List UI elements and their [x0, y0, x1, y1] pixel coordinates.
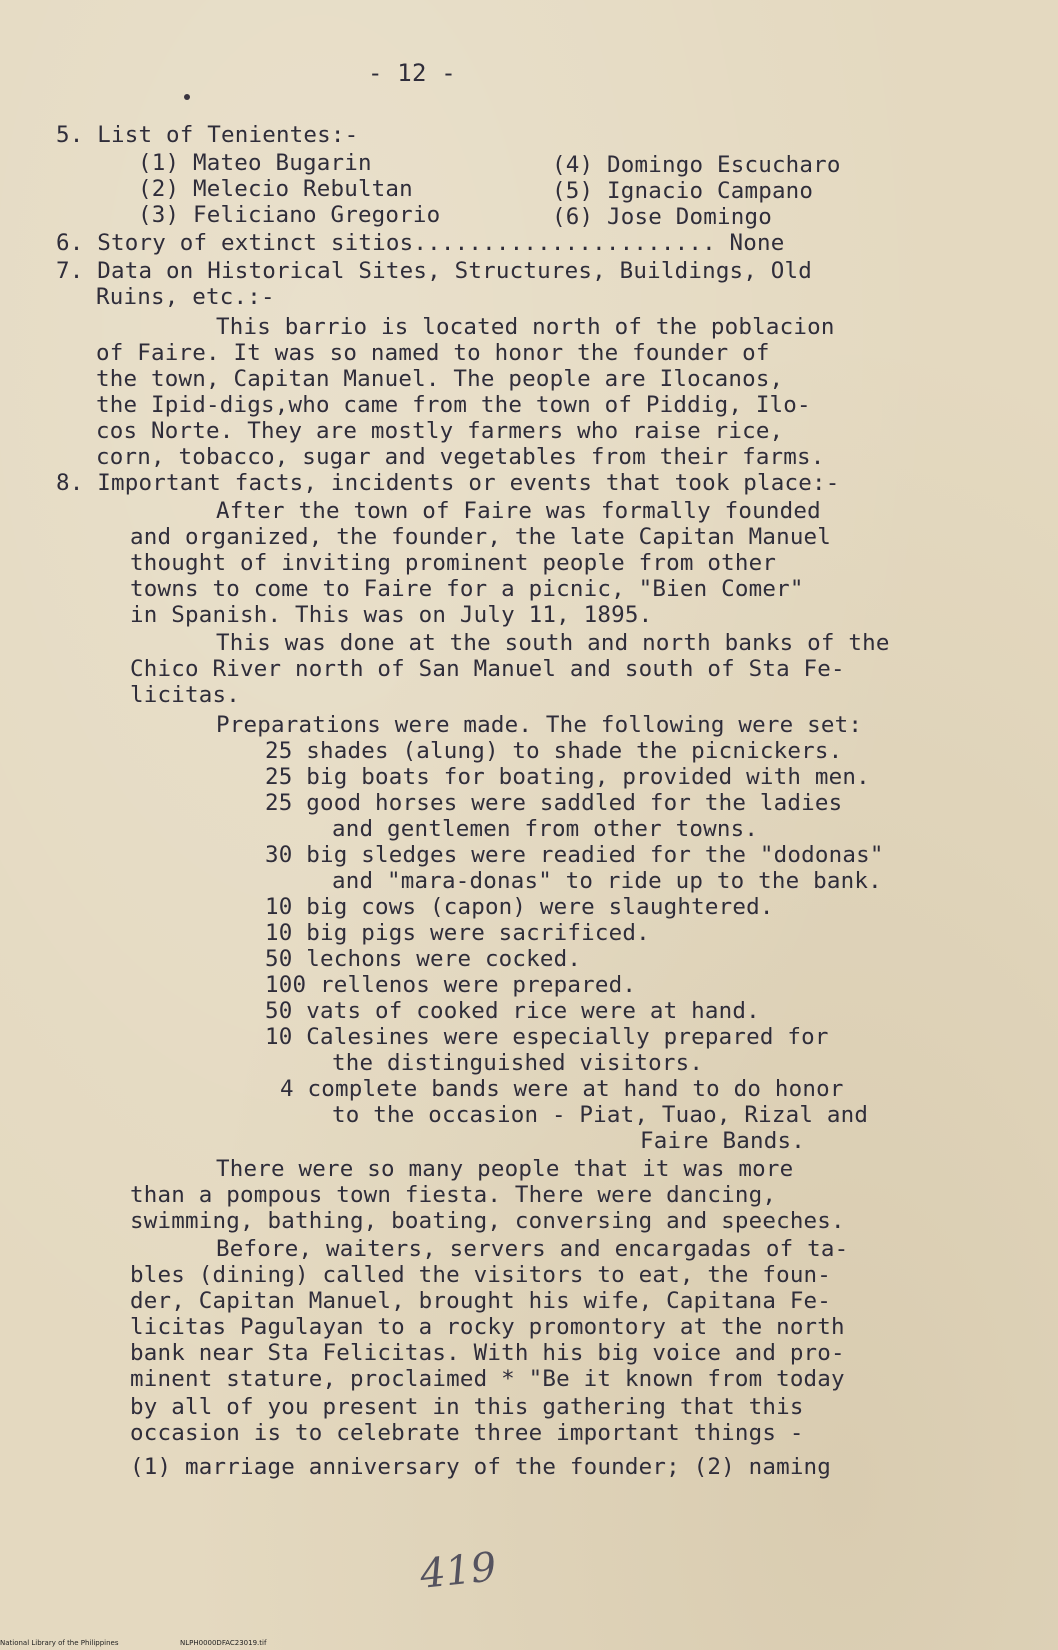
text-line: the Ipid-digs,who came from the town of Piddig, Ilo- — [96, 392, 811, 418]
text-line: the town, Capitan Manuel. The people are Ilocanos, — [96, 366, 784, 392]
list-line: 30 big sledges were readied for the "dodonas" — [265, 842, 884, 868]
text-line: and organized, the founder, the late Capitan Manuel — [130, 524, 832, 550]
text-line: corn, tobacco, sugar and vegetables from their farms. — [96, 444, 825, 470]
text-line: thought of inviting prominent people from other — [130, 550, 777, 576]
list-line: to the occasion - Piat, Tuao, Rizal and — [332, 1102, 869, 1128]
text-line: 8. Important facts, incidents or events that took place:- — [56, 470, 840, 496]
page-number: - 12 - — [368, 59, 456, 87]
text-line: This was done at the south and north banks of the — [216, 630, 890, 656]
list-line: Faire Bands. — [640, 1128, 805, 1154]
text-line: towns to come to Faire for a picnic, "Bien Comer" — [130, 576, 804, 602]
list-line: and "mara-donas" to ride up to the bank. — [332, 868, 882, 894]
text-line: of Faire. It was so named to honor the founder of — [96, 340, 770, 366]
footer-file-name: NLPH0000DFAC23019.tif — [180, 1639, 267, 1647]
text-line: der, Capitan Manuel, brought his wife, Capitana Fe- — [130, 1288, 832, 1314]
list-line: 50 vats of cooked rice were at hand. — [265, 998, 760, 1024]
text-line: bles (dining) called the visitors to eat, the foun- — [130, 1262, 832, 1288]
text-line: licitas. — [130, 682, 240, 708]
text-line: than a pompous town fiesta. There were dancing, — [130, 1182, 777, 1208]
list-line: 4 complete bands were at hand to do honor — [280, 1076, 844, 1102]
text-line: 6. Story of extinct sitios...................... None — [56, 230, 785, 256]
list-line: 25 big boats for boating, provided with men. — [265, 764, 870, 790]
list-line: 10 big pigs were sacrificed. — [265, 920, 650, 946]
list-line: the distinguished visitors. — [332, 1050, 704, 1076]
list-line: 10 Calesines were especially prepared for — [265, 1024, 829, 1050]
text-line: (2) Melecio Rebultan — [138, 176, 413, 202]
text-line: (5) Ignacio Campano — [552, 178, 814, 204]
text-line: (3) Feliciano Gregorio — [138, 202, 441, 228]
text-line: licitas Pagulayan to a rocky promontory at the north — [130, 1314, 845, 1340]
text-line: (4) Domingo Escucharo — [552, 152, 841, 178]
text-line: in Spanish. This was on July 11, 1895. — [130, 602, 653, 628]
handwritten-page-note: 419 — [417, 1544, 499, 1598]
text-line: After the town of Faire was formally founded — [216, 498, 821, 524]
text-line: There were so many people that it was more — [216, 1156, 794, 1182]
text-line: (1) marriage anniversary of the founder; (2) naming — [130, 1454, 832, 1480]
text-line: 5. List of Tenientes:- — [56, 122, 359, 148]
text-line: Preparations were made. The following were set: — [216, 712, 863, 738]
text-line: cos Norte. They are mostly farmers who raise rice, — [96, 418, 784, 444]
list-line: and gentlemen from other towns. — [332, 816, 759, 842]
text-line: Ruins, etc.:- — [96, 284, 275, 310]
text-line: by all of you present in this gathering that this — [130, 1394, 804, 1420]
text-line: (6) Jose Domingo — [552, 204, 772, 230]
footer-library-name: National Library of the Philippines — [0, 1639, 119, 1647]
text-line: Before, waiters, servers and encargadas of ta- — [216, 1236, 849, 1262]
text-line: 7. Data on Historical Sites, Structures, Buildings, Old — [56, 258, 813, 284]
ink-dot — [184, 94, 190, 100]
text-line: bank near Sta Felicitas. With his big voice and pro- — [130, 1340, 845, 1366]
text-line: (1) Mateo Bugarin — [138, 150, 372, 176]
list-line: 25 shades (alung) to shade the picnickers. — [265, 738, 843, 764]
list-line: 50 lechons were cocked. — [265, 946, 582, 972]
list-line: 100 rellenos were prepared. — [265, 972, 637, 998]
text-line: Chico River north of San Manuel and south of Sta Fe- — [130, 656, 845, 682]
text-line: minent stature, proclaimed * "Be it known from today — [130, 1366, 845, 1392]
text-line: This barrio is located north of the poblacion — [216, 314, 835, 340]
text-line: swimming, bathing, boating, conversing and speeches. — [130, 1208, 845, 1234]
list-line: 25 good horses were saddled for the ladies — [265, 790, 843, 816]
list-line: 10 big cows (capon) were slaughtered. — [265, 894, 774, 920]
text-line: occasion is to celebrate three important things - — [130, 1420, 804, 1446]
